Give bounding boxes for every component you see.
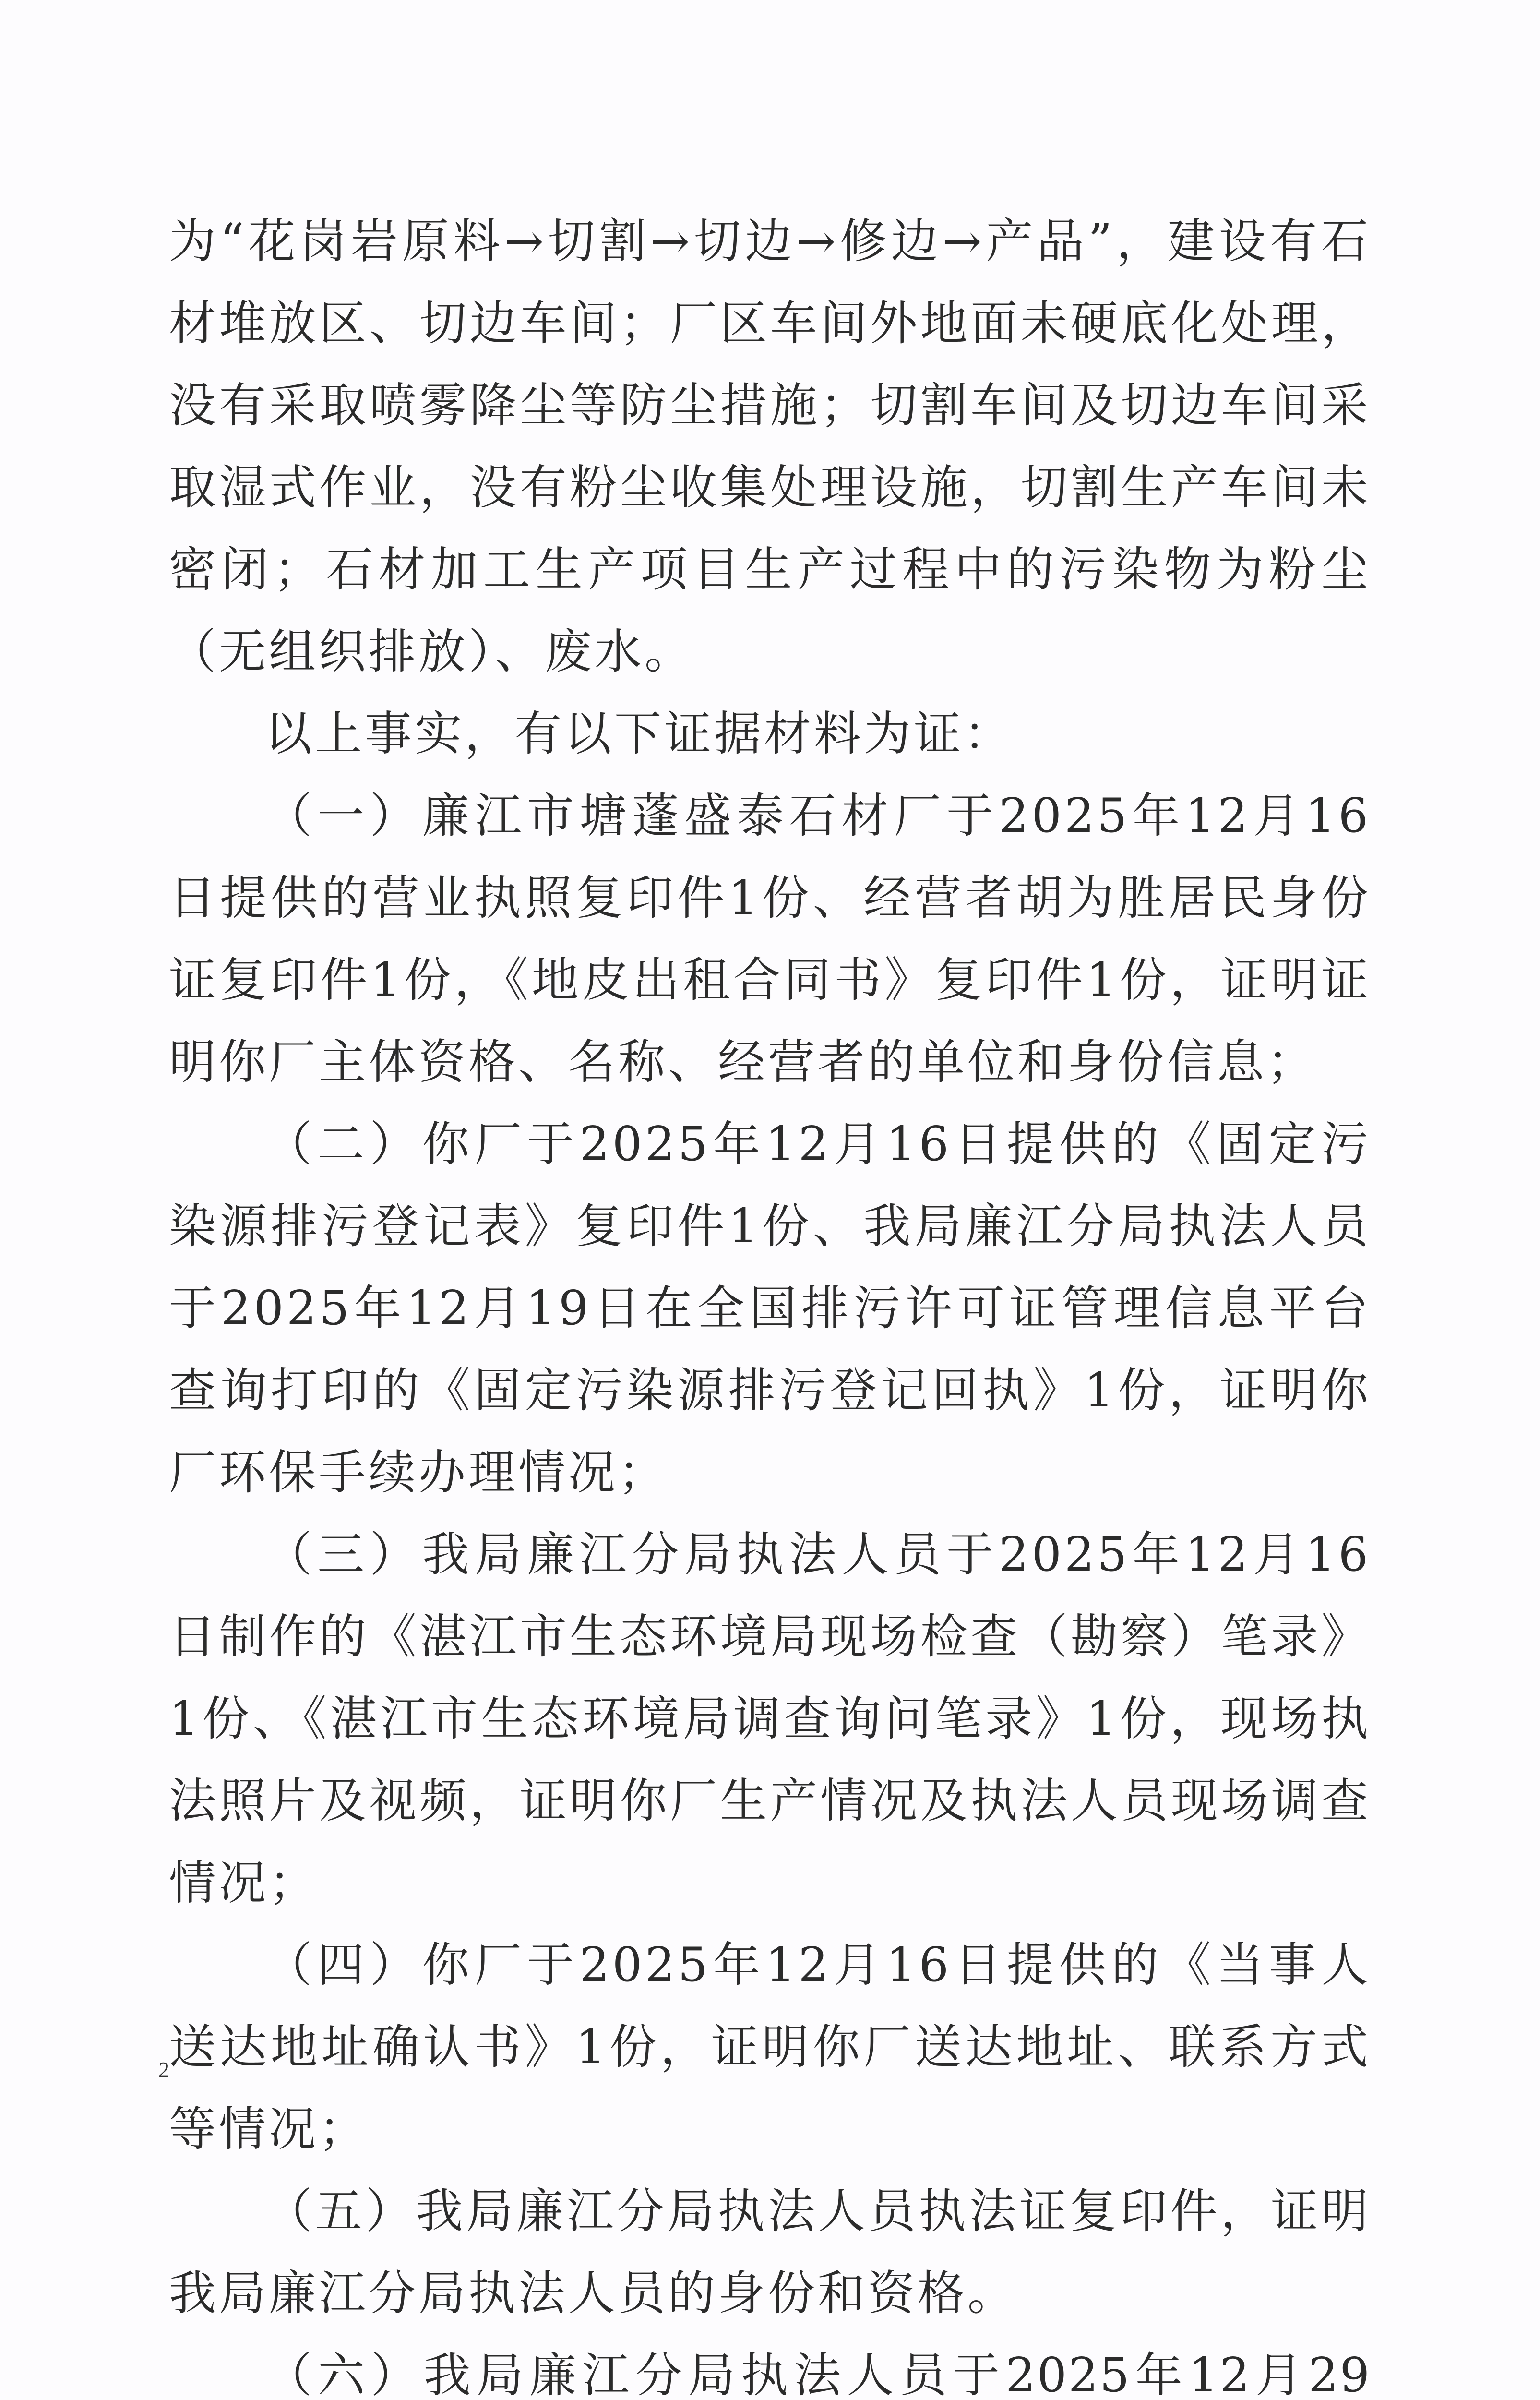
paragraph-evidence-5: （五）我局廉江分局执法人员执法证复印件，证明我局廉江分局执法人员的身份和资格。 xyxy=(169,2184,1371,2321)
paragraph-evidence-intro: 以上事实，有以下证据材料为证： xyxy=(265,707,1014,761)
paragraph-evidence-1: （一）廉江市塘蓬盛泰石材厂于2025年12月16日提供的营业执照复印件1份、经营者胡为胜居民身份证复印件1份，《地皮出租合同书》复印件1份，证明证明你厂主体资格、名称、经营者的单位和身份信息； xyxy=(169,789,1371,1090)
paragraph-continuation: 为“花岗岩原料→切割→切边→修边→产品”，建设有石材堆放区、切边车间；厂区车间外地面未硬底化处理，没有采取喷雾降尘等防尘措施；切割车间及切边车间采取湿式作业，没有粉尘收集处理设施，切割生产车间未密闭；石材加工生产项目生产过程中的污染物为粉尘（无组织排放）、废水。 xyxy=(169,214,1371,679)
paragraph-evidence-6: （六）我局廉江分局执法人员于2025年12月29 xyxy=(265,2348,1371,2400)
paragraph-evidence-3: （三）我局廉江分局执法人员于2025年12月16日制作的《湛江市生态环境局现场检查（勘察）笔录》1份、《湛江市生态环境局调查询问笔录》1份，现场执法照片及视频，证明你厂生产情况及执法人员现场调查情况； xyxy=(169,1527,1371,1910)
document-body xyxy=(169,201,1371,2400)
paragraph-evidence-2: （二）你厂于2025年12月16日提供的《固定污染源排污登记表》复印件1份、我局廉江分局执法人员于2025年12月19日在全国排污许可证管理信息平台查询打印的《固定污染源排污登记回执》1份，证明你厂环保手续办理情况； xyxy=(169,1117,1371,1500)
paragraph-evidence-4: （四）你厂于2025年12月16日提供的《当事人送达地址确认书》1份，证明你厂送达地址、联系方式等情况； xyxy=(169,1938,1371,2157)
page-number: 2 xyxy=(158,2057,169,2082)
